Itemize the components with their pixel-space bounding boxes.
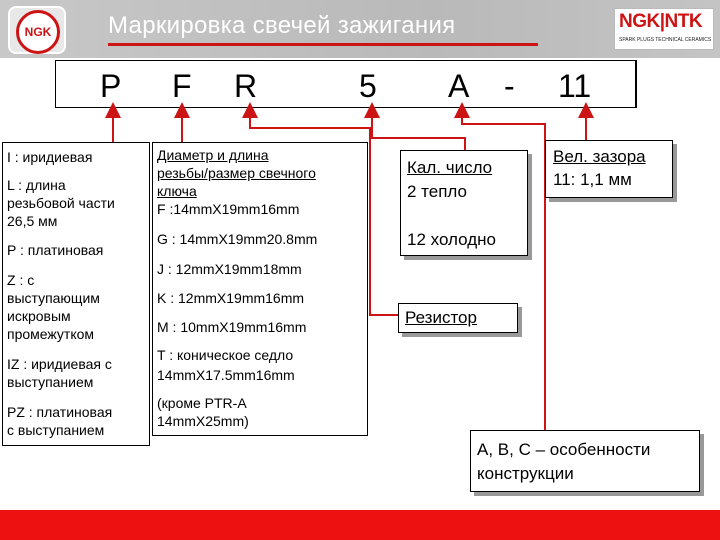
mid-item-j: J : 12mmX19mm18mm xyxy=(157,261,302,277)
left-item-iz-2: выступанием xyxy=(7,374,94,390)
mid-heading-2: резьбы/размер свечного xyxy=(157,165,316,181)
left-item-pz-2: с выступанием xyxy=(7,422,105,438)
code-char-f: F xyxy=(172,68,192,104)
left-item-z: Z : с xyxy=(7,272,35,288)
code-char-p: P xyxy=(100,68,122,104)
mid-item-k: K : 12mmX19mm16mm xyxy=(157,290,305,306)
design-line-2: конструкции xyxy=(477,464,574,483)
code-char-r: R xyxy=(234,68,258,104)
heat-cold: 12 холодно xyxy=(407,230,496,249)
logo-text: NGK|NTK xyxy=(619,11,703,32)
left-item-iz: IZ : иридиевая с xyxy=(7,356,112,372)
heat-hot: 2 тепло xyxy=(407,182,467,201)
gap-label: Вел. зазора xyxy=(553,147,646,166)
page-title: Маркировка свечей зажигания xyxy=(108,12,456,39)
left-item-p: P : платиновая xyxy=(7,242,104,258)
mid-item-g: G : 14mmX19mm20.8mm xyxy=(157,231,318,247)
mid-heading-1: Диаметр и длина xyxy=(157,147,269,163)
heat-label: Кал. число xyxy=(407,158,493,177)
mid-item-t: T : коническое седло xyxy=(157,347,294,363)
left-item-pz: PZ : платиновая xyxy=(7,404,113,420)
design-line-1: A, B, C – особенности xyxy=(477,440,651,459)
left-item-z-4: промежутком xyxy=(7,326,95,342)
mid-item-f: F :14mmX19mm16mm xyxy=(157,201,300,217)
left-item-z-3: искровым xyxy=(7,308,71,324)
left-item-l-2: резьбовой части xyxy=(7,195,115,211)
code-char-5: 5 xyxy=(359,68,377,104)
left-item-l-3: 26,5 мм xyxy=(7,213,58,229)
mid-item-note-2: 14mmX25mm) xyxy=(157,413,249,429)
code-char-dash: - xyxy=(504,68,515,104)
mid-heading-3: ключа xyxy=(157,183,197,199)
left-item-l: L : длина xyxy=(7,177,66,193)
resistor-label: Резистор xyxy=(405,308,477,327)
left-item-i: I : иридиевая xyxy=(7,149,93,165)
gap-value: 11: 1,1 мм xyxy=(553,170,632,189)
line-5 xyxy=(372,110,465,150)
left-item-z-2: выступающим xyxy=(7,290,100,306)
mid-item-m: M : 10mmX19mm16mm xyxy=(157,319,307,335)
code-char-a: A xyxy=(448,68,470,104)
ngk-badge-text: NGK xyxy=(16,10,60,54)
footer-red-bar xyxy=(0,510,720,540)
logo-subtext: SPARK PLUGS TECHNICAL CERAMICS xyxy=(619,37,712,43)
code-char-11: 11 xyxy=(558,68,592,104)
mid-item-note: (кроме PTR-A xyxy=(157,395,247,411)
mid-item-t-2: 14mmX17.5mm16mm xyxy=(157,367,295,383)
